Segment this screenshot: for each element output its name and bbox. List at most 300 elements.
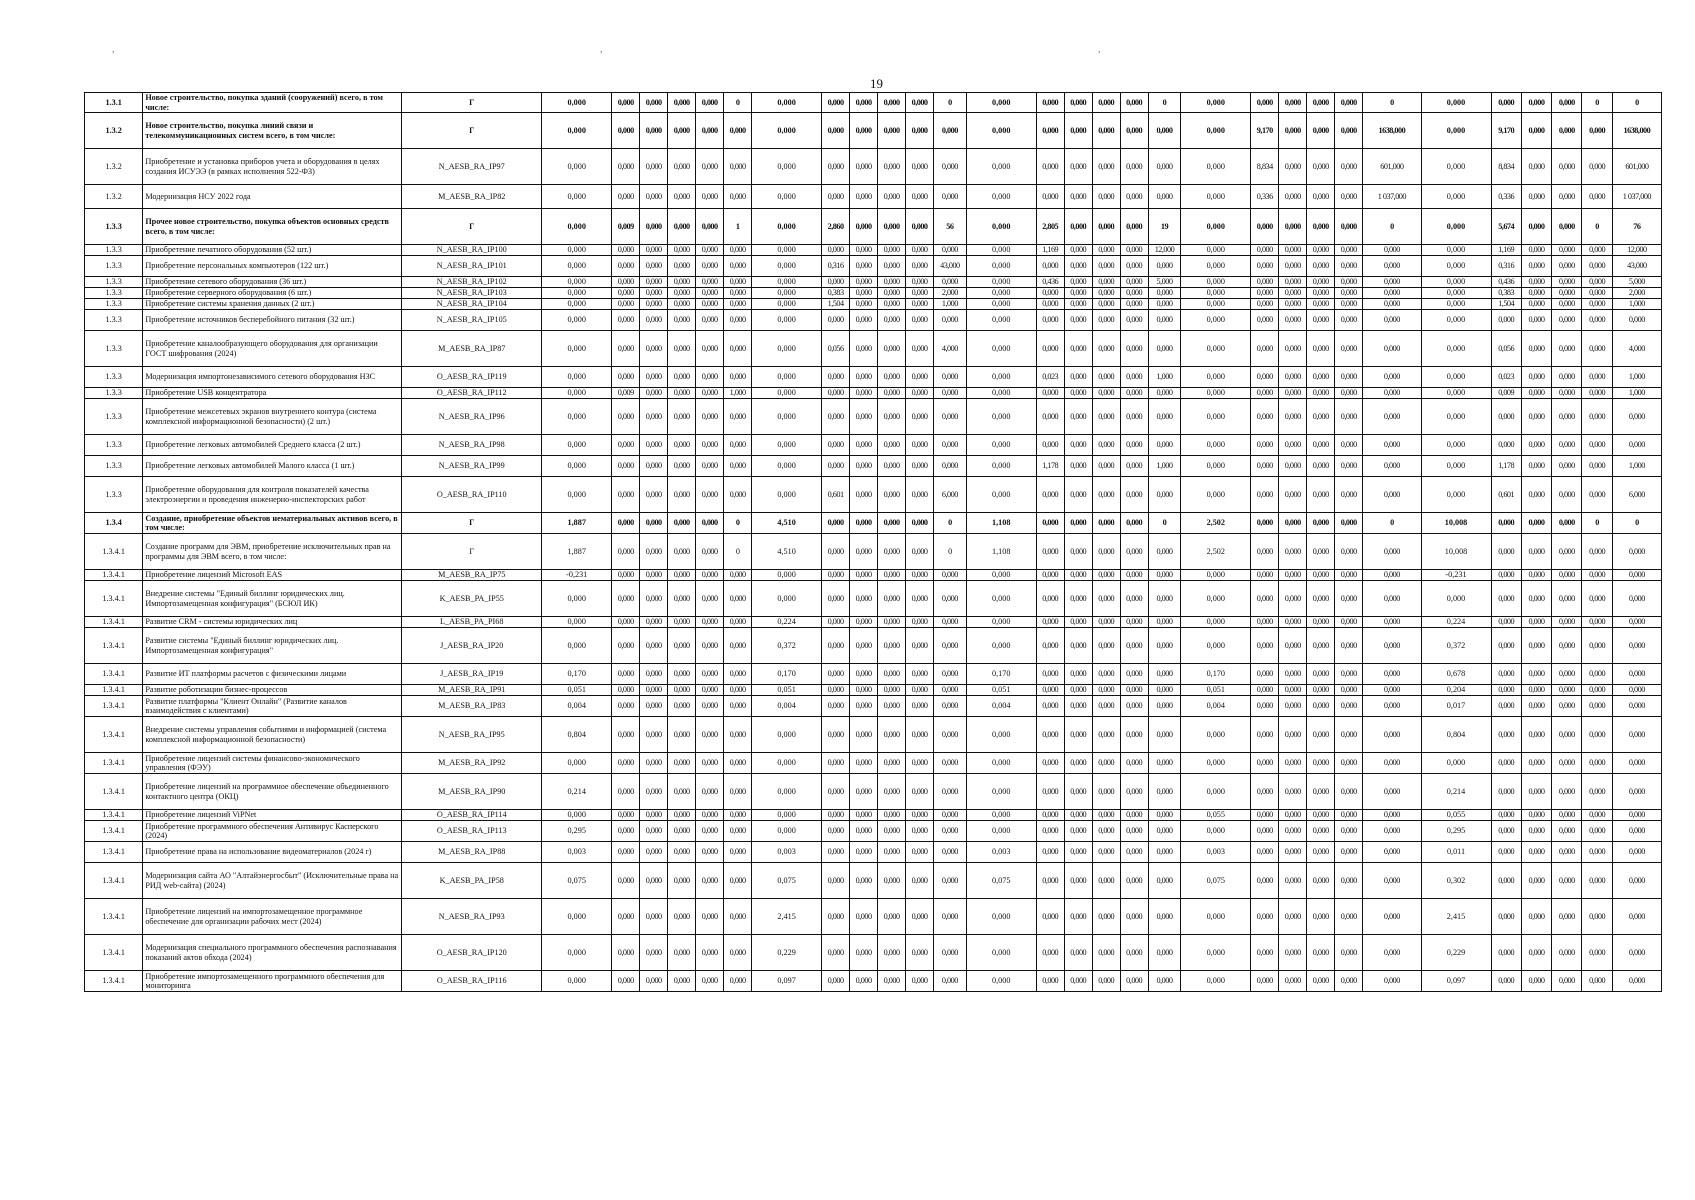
value-cell: 0,000	[1092, 863, 1120, 899]
value-cell: 0,000	[752, 753, 822, 774]
value-cell: 0,000	[1092, 628, 1120, 664]
value-cell: 0,000	[1092, 399, 1120, 435]
value-cell: 0,000	[1036, 664, 1064, 685]
item-name-cell: Приобретение каналообразующего оборудования для организации ГОСТ шифрования (2024)	[143, 331, 402, 367]
value-cell: 0,000	[1582, 388, 1612, 399]
value-cell: 0,000	[1279, 288, 1307, 299]
value-cell: 0,000	[966, 477, 1036, 513]
value-cell: 0,000	[542, 617, 612, 628]
value-cell: 0,000	[878, 842, 906, 863]
value-cell: 0,000	[1036, 696, 1064, 717]
value-cell: 0,000	[1148, 753, 1181, 774]
value-cell: 0,000	[1582, 570, 1612, 581]
value-cell: 0,000	[1307, 581, 1335, 617]
value-cell: 0,000	[1120, 774, 1148, 810]
value-cell: 0,000	[696, 185, 724, 209]
item-number-cell: 1.3.3	[85, 367, 143, 388]
value-cell: 0,000	[542, 93, 612, 113]
value-cell: 0,000	[612, 456, 640, 477]
value-cell: 0,000	[850, 456, 878, 477]
value-cell: 0,004	[966, 696, 1036, 717]
value-cell: 0,000	[668, 534, 696, 570]
value-cell: 0,075	[752, 863, 822, 899]
value-cell: 0,000	[1251, 570, 1279, 581]
value-cell: -0,231	[1421, 570, 1491, 581]
item-name-cell: Приобретение USB концентратора	[143, 388, 402, 399]
value-cell: 0,000	[1521, 685, 1551, 696]
value-cell: 0,000	[1363, 277, 1421, 288]
value-cell: 0,000	[1363, 456, 1421, 477]
value-cell: 0,000	[612, 277, 640, 288]
value-cell: 0,000	[1120, 93, 1148, 113]
value-cell: 0,295	[1421, 821, 1491, 842]
value-cell: 0,000	[1335, 149, 1363, 185]
value-cell: 0,000	[1251, 935, 1279, 971]
value-cell: 0,000	[1335, 93, 1363, 113]
value-cell: 0,000	[1421, 288, 1491, 299]
value-cell: 0,000	[1181, 277, 1251, 288]
value-cell: 0,000	[696, 935, 724, 971]
value-cell: 0,000	[878, 935, 906, 971]
value-cell: 0,000	[934, 388, 967, 399]
value-cell: 0,000	[752, 821, 822, 842]
value-cell: 43,000	[1612, 256, 1661, 277]
value-cell: 0,051	[752, 685, 822, 696]
table-row	[85, 899, 1662, 935]
table-row	[85, 753, 1662, 774]
value-cell: 0,000	[1307, 435, 1335, 456]
value-cell: 0,000	[612, 685, 640, 696]
value-cell: 0,000	[668, 456, 696, 477]
value-cell: 0,000	[1120, 310, 1148, 331]
value-cell: 0,000	[1251, 399, 1279, 435]
value-cell: 0,000	[1092, 696, 1120, 717]
value-cell: 0,000	[906, 664, 934, 685]
value-cell: 0,000	[696, 971, 724, 992]
value-cell: 0,000	[612, 513, 640, 534]
value-cell: 0,000	[1521, 664, 1551, 685]
value-cell: 0,009	[612, 388, 640, 399]
value-cell: 0,000	[1036, 477, 1064, 513]
value-cell: 0,000	[752, 245, 822, 256]
value-cell: 0,000	[696, 717, 724, 753]
item-name-cell: Приобретение оборудования для контроля показателей качества электроэнергии и проведения инженерно-инспекторских работ	[143, 477, 402, 513]
project-code-cell: M_AESB_RA_IP90	[402, 774, 542, 810]
value-cell: 0,000	[1582, 899, 1612, 935]
value-cell: 0,000	[1582, 821, 1612, 842]
table-row	[85, 367, 1662, 388]
value-cell: 0,000	[1307, 570, 1335, 581]
value-cell: 0,000	[966, 971, 1036, 992]
value-cell: 0,000	[1335, 717, 1363, 753]
value-cell: 0,000	[1552, 581, 1582, 617]
value-cell: 0,000	[640, 477, 668, 513]
value-cell: 0,000	[752, 185, 822, 209]
value-cell: 0,000	[542, 149, 612, 185]
value-cell: 0,000	[878, 209, 906, 245]
value-cell: 0,000	[696, 821, 724, 842]
value-cell: 0,000	[1552, 935, 1582, 971]
value-cell: 0,000	[1279, 581, 1307, 617]
table-row	[85, 310, 1662, 331]
value-cell: 6,000	[934, 477, 967, 513]
value-cell: 0,000	[1307, 299, 1335, 310]
value-cell: 0,601	[1491, 477, 1521, 513]
value-cell: 0,000	[1363, 842, 1421, 863]
value-cell: 0,000	[878, 617, 906, 628]
value-cell: 0,000	[668, 617, 696, 628]
value-cell: 0,000	[822, 399, 850, 435]
value-cell: 0,000	[1521, 367, 1551, 388]
value-cell: 0,000	[668, 863, 696, 899]
value-cell: 0,000	[1521, 277, 1551, 288]
value-cell: 0,000	[1251, 513, 1279, 534]
value-cell: 0,000	[1582, 256, 1612, 277]
project-code-cell: M_AESB_RA_IP87	[402, 331, 542, 367]
value-cell: 0,000	[752, 456, 822, 477]
value-cell: 0,000	[1552, 477, 1582, 513]
value-cell: 0,000	[724, 113, 752, 149]
value-cell: 0,000	[1335, 685, 1363, 696]
value-cell: 0,000	[1092, 753, 1120, 774]
value-cell: 0,000	[850, 821, 878, 842]
value-cell: 0,000	[1363, 821, 1421, 842]
table-row	[85, 534, 1662, 570]
value-cell: 0,000	[1036, 534, 1064, 570]
value-cell: 1 037,000	[1612, 185, 1661, 209]
item-name-cell: Приобретение импортозамещенного программного обеспечения для мониторинга	[143, 971, 402, 992]
value-cell: 0,000	[612, 310, 640, 331]
value-cell: 0,000	[1521, 310, 1551, 331]
item-name-cell: Модернизация импортонезависимого сетевого оборудования НЗС	[143, 367, 402, 388]
value-cell: 0,000	[1552, 628, 1582, 664]
value-cell: 0,000	[696, 842, 724, 863]
value-cell: 0,003	[1181, 842, 1251, 863]
value-cell: 0,000	[1307, 810, 1335, 821]
value-cell: 0,000	[1251, 277, 1279, 288]
value-cell: 0,000	[640, 863, 668, 899]
value-cell: 0,000	[668, 388, 696, 399]
value-cell: 0,000	[696, 696, 724, 717]
value-cell: 0,000	[668, 628, 696, 664]
value-cell: 0,000	[724, 810, 752, 821]
table-row	[85, 256, 1662, 277]
value-cell: 0,000	[542, 935, 612, 971]
value-cell: 0,000	[1521, 245, 1551, 256]
value-cell: 0,000	[1036, 513, 1064, 534]
value-cell: 0,000	[878, 388, 906, 399]
value-cell: 0,000	[1582, 664, 1612, 685]
value-cell: 0,000	[724, 256, 752, 277]
value-cell: 0	[1148, 93, 1181, 113]
value-cell: 0,000	[966, 277, 1036, 288]
value-cell: 0,000	[966, 581, 1036, 617]
value-cell: 0,000	[1092, 456, 1120, 477]
value-cell: 0,000	[878, 628, 906, 664]
value-cell: 1,000	[934, 299, 967, 310]
value-cell: 0,000	[822, 435, 850, 456]
value-cell: 0,000	[906, 617, 934, 628]
value-cell: 0,000	[850, 513, 878, 534]
value-cell: 0,000	[1491, 435, 1521, 456]
value-cell: 0,000	[1335, 209, 1363, 245]
value-cell: 0,000	[752, 310, 822, 331]
value-cell: 0	[934, 93, 967, 113]
value-cell: 0,000	[612, 774, 640, 810]
value-cell: 0,000	[850, 310, 878, 331]
value-cell: 0,000	[934, 628, 967, 664]
value-cell: 0,000	[612, 821, 640, 842]
value-cell: 0,000	[1421, 399, 1491, 435]
value-cell: 0,000	[822, 935, 850, 971]
project-code-cell: O_AESB_RA_IP114	[402, 810, 542, 821]
value-cell: 0,000	[1036, 149, 1064, 185]
value-cell: 0,000	[1064, 717, 1092, 753]
value-cell: 0,000	[1251, 863, 1279, 899]
value-cell: 0,000	[1120, 477, 1148, 513]
value-cell: 0,000	[1363, 664, 1421, 685]
value-cell: 0,000	[1120, 685, 1148, 696]
value-cell: 0,000	[850, 774, 878, 810]
value-cell: 0,000	[906, 685, 934, 696]
value-cell: 0,000	[1521, 209, 1551, 245]
value-cell: 0,000	[878, 288, 906, 299]
value-cell: 0,000	[1181, 149, 1251, 185]
value-cell: 0,000	[1279, 774, 1307, 810]
project-code-cell: N_AESB_RA_IP100	[402, 245, 542, 256]
value-cell: 0,003	[966, 842, 1036, 863]
value-cell: 4,000	[1612, 331, 1661, 367]
item-number-cell: 1.3.3	[85, 388, 143, 399]
item-name-cell: Приобретение источников бесперебойного питания (32 шт.)	[143, 310, 402, 331]
value-cell: 4,510	[752, 513, 822, 534]
value-cell: 0,000	[612, 810, 640, 821]
value-cell: 0,000	[1148, 399, 1181, 435]
value-cell: 0,000	[1251, 209, 1279, 245]
value-cell: 0,000	[850, 581, 878, 617]
value-cell: 0,000	[1279, 331, 1307, 367]
scan-mark: ,	[112, 44, 115, 55]
project-code-cell: N_AESB_RA_IP101	[402, 256, 542, 277]
value-cell: 0,000	[752, 93, 822, 113]
value-cell: 0,000	[850, 388, 878, 399]
value-cell: 0,000	[878, 717, 906, 753]
value-cell: 0,000	[934, 367, 967, 388]
value-cell: 8,834	[1251, 149, 1279, 185]
value-cell: 0,000	[822, 310, 850, 331]
value-cell: 0,000	[1181, 331, 1251, 367]
value-cell: 0,000	[668, 299, 696, 310]
project-code-cell: Г	[402, 209, 542, 245]
value-cell: 0,000	[906, 842, 934, 863]
value-cell: 0	[1612, 513, 1661, 534]
value-cell: 0,000	[696, 113, 724, 149]
value-cell: 0,000	[1552, 513, 1582, 534]
value-cell: 0,000	[1279, 256, 1307, 277]
value-cell: 0,000	[1251, 810, 1279, 821]
value-cell: 0,000	[1036, 388, 1064, 399]
value-cell: 0,000	[1612, 696, 1661, 717]
scan-mark: ,	[1098, 44, 1101, 55]
value-cell: 0,000	[542, 399, 612, 435]
value-cell: 0,000	[1521, 299, 1551, 310]
value-cell: 0	[934, 513, 967, 534]
value-cell: 0,000	[850, 717, 878, 753]
value-cell: 0,000	[1421, 388, 1491, 399]
value-cell: 0,000	[906, 477, 934, 513]
value-cell: 0,000	[1421, 185, 1491, 209]
value-cell: 0,000	[966, 93, 1036, 113]
value-cell: 0,214	[1421, 774, 1491, 810]
value-cell: 0,000	[906, 331, 934, 367]
value-cell: 0,000	[878, 863, 906, 899]
value-cell: 0,000	[1552, 113, 1582, 149]
item-name-cell: Приобретение лицензий на импортозамещенное программное обеспечение для организации рабочих мест (2024)	[143, 899, 402, 935]
value-cell: 0,000	[724, 477, 752, 513]
value-cell: 0,000	[1307, 513, 1335, 534]
value-cell: 0,000	[724, 277, 752, 288]
value-cell: 0,000	[850, 534, 878, 570]
value-cell: 0,000	[878, 821, 906, 842]
value-cell: 0,000	[934, 456, 967, 477]
value-cell: 0,000	[1521, 256, 1551, 277]
value-cell: 0,000	[1279, 899, 1307, 935]
value-cell: 0,000	[668, 685, 696, 696]
value-cell: 0,000	[1092, 935, 1120, 971]
value-cell: 0,000	[1251, 842, 1279, 863]
value-cell: 0,000	[1148, 331, 1181, 367]
value-cell: 0,000	[1421, 581, 1491, 617]
value-cell: 0,000	[1552, 209, 1582, 245]
project-code-cell: J_AESB_RA_IP19	[402, 664, 542, 685]
project-code-cell: Г	[402, 534, 542, 570]
value-cell: 0,000	[1363, 971, 1421, 992]
value-cell: 0,000	[668, 113, 696, 149]
value-cell: 0,000	[724, 774, 752, 810]
value-cell: 0,000	[696, 367, 724, 388]
value-cell: 0,000	[1120, 717, 1148, 753]
value-cell: 0,000	[1064, 399, 1092, 435]
value-cell: 0,000	[1552, 331, 1582, 367]
value-cell: 0,000	[1307, 863, 1335, 899]
value-cell: 0,000	[542, 388, 612, 399]
value-cell: 0,000	[1363, 810, 1421, 821]
value-cell: 0	[1582, 93, 1612, 113]
value-cell: 0,000	[1421, 310, 1491, 331]
value-cell: 0,000	[752, 367, 822, 388]
value-cell: 2,860	[822, 209, 850, 245]
value-cell: 0,000	[1582, 863, 1612, 899]
value-cell: 0,214	[542, 774, 612, 810]
value-cell: 2,000	[934, 288, 967, 299]
item-number-cell: 1.3.3	[85, 288, 143, 299]
value-cell: 0,000	[934, 399, 967, 435]
value-cell: 0,000	[1307, 664, 1335, 685]
value-cell: 0,000	[906, 456, 934, 477]
value-cell: 1,000	[1148, 367, 1181, 388]
value-cell: 0,000	[850, 899, 878, 935]
value-cell: 0,000	[934, 570, 967, 581]
value-cell: 0,000	[696, 581, 724, 617]
value-cell: 0,000	[1181, 456, 1251, 477]
value-cell: 0,000	[668, 570, 696, 581]
table-row	[85, 810, 1662, 821]
value-cell: 0,000	[1491, 570, 1521, 581]
value-cell: 0,000	[1421, 753, 1491, 774]
value-cell: 0,000	[822, 534, 850, 570]
table-row	[85, 299, 1662, 310]
value-cell: 0,000	[1092, 774, 1120, 810]
value-cell: 0,009	[612, 209, 640, 245]
value-cell: 0,000	[822, 113, 850, 149]
value-cell: 0,000	[1036, 288, 1064, 299]
value-cell: 0,000	[696, 753, 724, 774]
value-cell: 0,000	[640, 570, 668, 581]
value-cell: 0,000	[1279, 821, 1307, 842]
value-cell: 0,000	[612, 256, 640, 277]
table-row	[85, 288, 1662, 299]
value-cell: 0,000	[542, 299, 612, 310]
value-cell: 0,000	[612, 185, 640, 209]
value-cell: 0,000	[966, 209, 1036, 245]
value-cell: 0,000	[1307, 185, 1335, 209]
value-cell: 0	[724, 534, 752, 570]
value-cell: 0,000	[822, 842, 850, 863]
value-cell: 0,000	[934, 717, 967, 753]
value-cell: 0,000	[668, 753, 696, 774]
value-cell: 2,502	[1181, 534, 1251, 570]
value-cell: 0,000	[1307, 774, 1335, 810]
value-cell: 0,055	[1421, 810, 1491, 821]
value-cell: 0,000	[1491, 513, 1521, 534]
value-cell: 0,000	[850, 477, 878, 513]
value-cell: 0,000	[822, 456, 850, 477]
value-cell: 0,000	[822, 774, 850, 810]
value-cell: 12,000	[1612, 245, 1661, 256]
value-cell: 0,000	[1181, 971, 1251, 992]
value-cell: 4,510	[752, 534, 822, 570]
item-name-cell: Прочее новое строительство, покупка объектов основных средств всего, в том числе:	[143, 209, 402, 245]
value-cell: 0,000	[1421, 245, 1491, 256]
value-cell: 0,000	[668, 209, 696, 245]
value-cell: 0,000	[1582, 367, 1612, 388]
project-code-cell: N_AESB_RA_IP103	[402, 288, 542, 299]
value-cell: 0,000	[752, 477, 822, 513]
value-cell: 0,000	[1279, 664, 1307, 685]
value-cell: 0,000	[1421, 299, 1491, 310]
value-cell: 0,000	[1120, 277, 1148, 288]
value-cell: 0,000	[724, 717, 752, 753]
value-cell: 0,011	[1421, 842, 1491, 863]
value-cell: 0,000	[1421, 277, 1491, 288]
value-cell: 0,000	[966, 435, 1036, 456]
value-cell: 0,000	[1582, 399, 1612, 435]
value-cell: 0,000	[1148, 971, 1181, 992]
value-cell: 0,000	[696, 256, 724, 277]
value-cell: 0,000	[696, 331, 724, 367]
value-cell: 0,000	[822, 93, 850, 113]
value-cell: 0,000	[1092, 617, 1120, 628]
item-name-cell: Модернизация НСУ 2022 года	[143, 185, 402, 209]
value-cell: 0,000	[612, 617, 640, 628]
value-cell: 0,229	[752, 935, 822, 971]
value-cell: 0,000	[822, 753, 850, 774]
value-cell: 0,000	[1120, 696, 1148, 717]
value-cell: 0,000	[1279, 245, 1307, 256]
value-cell: 0,000	[1612, 717, 1661, 753]
value-cell: 0,302	[1421, 863, 1491, 899]
value-cell: 0,000	[640, 310, 668, 331]
